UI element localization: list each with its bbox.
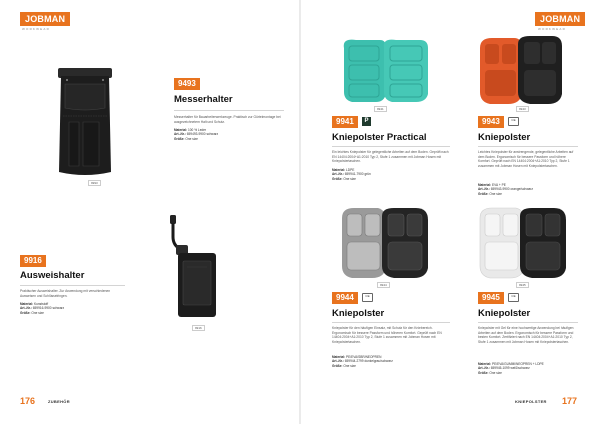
ce-mark-icon: CE bbox=[508, 117, 519, 126]
practical-mark-icon: P bbox=[362, 117, 371, 126]
divider bbox=[332, 322, 450, 323]
spec-size: Größe: One size bbox=[478, 191, 502, 196]
spec-article: Art.-Nr.: 659916-9900 schwarz bbox=[20, 306, 65, 311]
spec-article: Art.-Nr.: 659943-9900 orange/schwarz bbox=[478, 187, 533, 192]
spec-size: Größe: One size bbox=[20, 310, 44, 315]
id-holder-image bbox=[160, 215, 220, 320]
spec-article: Art.-Nr.: 659945-1099 weiß/schwarz bbox=[478, 366, 530, 371]
section-label: KNIEPOLSTER bbox=[515, 399, 547, 404]
product-description: Kniepolster für den häufigen Einsatz, mit Schutz für den Kniebereich. Ergonomisch für bessere Passform und höheren Komfort. Geprüft nach EN 14404:2004+A1:2010 Typ 2, Stufe 1 zusammen mit Jobman Hosen mit Kniepolstertaschen. bbox=[332, 326, 442, 344]
image-code: 9993 bbox=[88, 180, 101, 186]
divider bbox=[478, 322, 578, 323]
spec-size: Größe: One size bbox=[332, 176, 356, 181]
product-specs bbox=[20, 302, 125, 315]
image-code: 9944 bbox=[377, 282, 390, 288]
divider bbox=[174, 110, 284, 111]
spec-material: Material: PE/EVA/SBR/NEOPREN bbox=[332, 355, 382, 359]
divider bbox=[20, 285, 125, 286]
spec-material: Material: 100 % Leder bbox=[174, 128, 207, 132]
divider bbox=[478, 146, 578, 147]
section-label: ZUBEHÖR bbox=[48, 399, 70, 404]
product-name: Kniepolster bbox=[478, 132, 531, 143]
product-description: Messerhalter für Bauarbeiterwerkzeuge. Praktisch zur Gürtelmontage bei ausgezeichnetem Halt und Schutz. bbox=[174, 115, 281, 124]
product-description: Kniepolster mit Gel für eine hochwertige Anwendung bei häufigen Arbeiten auf dem Boden. Ergonomisch für bessere Passform und besten Komfort. Zertifiziert nach EN 14404:2004+A1:2010 Typ 2, Stufe 1 zusammen mit Jobman Hosen mit Kniepolstertaschen. bbox=[478, 326, 574, 344]
brand-tagline: WORKWEAR bbox=[22, 27, 50, 31]
product-description: Ein leichtes Kniepolster für gelegentliche Arbeiten auf dem Boden. Geprüft nach EN 14404:2004+A1:2010 Typ 2, Stufe 1 zusammen mit Jobman Hosen mit Kniepolstertaschen. bbox=[332, 150, 449, 164]
image-code: 9916 bbox=[192, 325, 205, 331]
product-number-badge: 9916 bbox=[20, 255, 46, 267]
product-number-badge: 9941 bbox=[332, 116, 358, 128]
page-gutter bbox=[299, 0, 301, 424]
image-code: 9941 bbox=[374, 106, 387, 112]
knee-pad-orange-image bbox=[478, 36, 564, 106]
spec-material: Material: PE/EVA/GUMMI/NEOPREN + LDPE bbox=[478, 362, 544, 366]
page-number: 177 bbox=[562, 396, 578, 406]
image-code: 9943 bbox=[516, 106, 529, 112]
image-code: 9945 bbox=[516, 282, 529, 288]
spec-article: Art.-Nr.: 659944-2799 dunkelgrau/schwarz bbox=[332, 359, 393, 364]
product-number-badge: 9945 bbox=[478, 292, 504, 304]
product-specs bbox=[174, 128, 286, 141]
product-name: Messerhalter bbox=[174, 94, 233, 105]
knee-pad-grey-image bbox=[340, 208, 430, 280]
ce-mark-icon: CE bbox=[508, 293, 519, 302]
product-specs bbox=[332, 355, 452, 368]
brand-logo: JOBMAN bbox=[20, 12, 70, 26]
spec-size: Größe: One size bbox=[332, 363, 356, 368]
spec-article: Art.-Nr.: 659941-7900 grün bbox=[332, 172, 371, 177]
spec-material: Material: LDPE bbox=[332, 168, 355, 172]
product-number-badge: 9944 bbox=[332, 292, 358, 304]
page-number: 176 bbox=[20, 396, 36, 406]
product-specs bbox=[478, 362, 582, 375]
product-specs bbox=[478, 183, 578, 196]
product-description: Leichtes Kniepolster für anstrengende, gelegentliche Arbeiten auf dem Boden. Ergonomisch für bessere Passform und höhere Komfort. Geprüft nach EN 14404:2004+A1:2010 Typ 2, Stufe 1 zusammen mit Jobman Hosen mit Kniepolstertaschen. bbox=[478, 150, 574, 168]
product-name: Ausweishalter bbox=[20, 270, 85, 281]
product-number-badge: 9493 bbox=[174, 78, 200, 90]
product-number-badge: 9943 bbox=[478, 116, 504, 128]
brand-logo: JOBMAN bbox=[535, 12, 585, 26]
knee-pad-teal-image bbox=[340, 38, 430, 104]
divider bbox=[332, 146, 450, 147]
product-description: Praktischer Ausweishalter. Zur Anwendung mit verschiedenen Ausweisen und Schlüsselringen. bbox=[20, 289, 111, 298]
spec-article: Art.-Nr.: 659493-9900 schwarz bbox=[174, 132, 219, 137]
product-name: Kniepolster bbox=[332, 308, 385, 319]
knife-holder-image bbox=[55, 68, 115, 176]
knee-pad-white-image bbox=[478, 208, 568, 280]
product-name: Kniepolster bbox=[478, 308, 531, 319]
product-name: Kniepolster Practical bbox=[332, 132, 427, 143]
spec-size: Größe: One size bbox=[174, 136, 198, 141]
brand-tagline: WORKWEAR bbox=[538, 27, 566, 31]
product-specs bbox=[332, 168, 452, 181]
spec-material: Material: Kunststoff bbox=[20, 302, 49, 306]
spec-material: Material: EVA + PE bbox=[478, 183, 506, 187]
ce-mark-icon: CE bbox=[362, 293, 373, 302]
spec-size: Größe: One size bbox=[478, 370, 502, 375]
